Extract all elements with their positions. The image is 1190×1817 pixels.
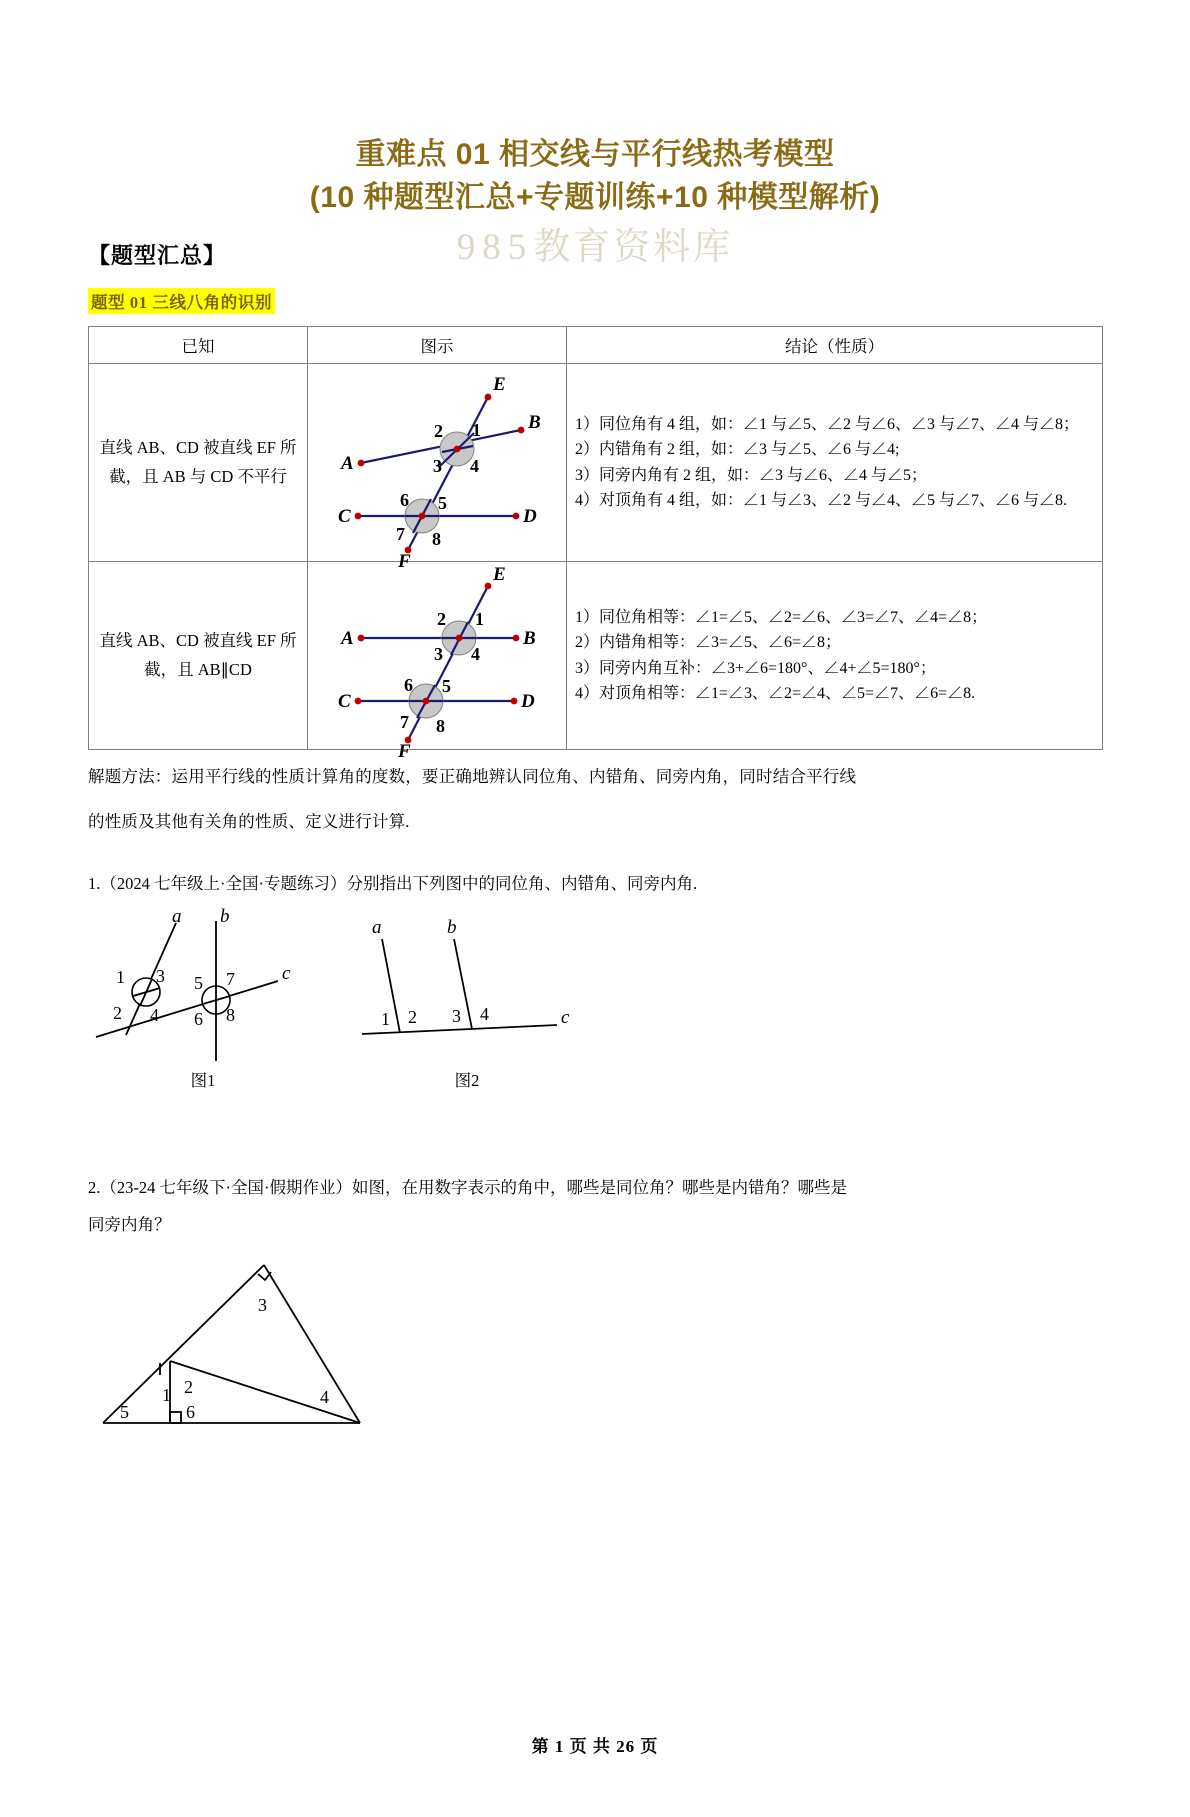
svg-text:1: 1: [116, 966, 125, 987]
conclusion-item: 4）对顶角有 4 组，如：∠1 与∠3、∠2 与∠4、∠5 与∠7、∠6 与∠8.: [575, 492, 1068, 510]
svg-text:c: c: [561, 1006, 570, 1028]
table-row: [89, 562, 1103, 750]
figure-1-caption: 图1: [190, 1070, 216, 1090]
known-cell-1: 直线 AB、CD 被直线 EF 所截，且 AB 与 CD 不平行: [89, 364, 308, 562]
known-cell-2: 直线 AB、CD 被直线 EF 所截，且 AB∥CD: [89, 562, 308, 750]
svg-text:3: 3: [452, 1005, 461, 1026]
svg-text:4: 4: [471, 644, 480, 665]
svg-text:5: 5: [442, 676, 451, 697]
svg-text:5: 5: [438, 493, 447, 514]
watermark-text: 教育资料库: [533, 227, 734, 268]
svg-text:D: D: [521, 691, 535, 713]
svg-text:A: A: [341, 453, 354, 475]
watermark: [0, 216, 1190, 270]
problem-1-figures: [88, 905, 1102, 1091]
problem-1-number: 1.: [88, 874, 101, 894]
document-page: [0, 134, 1190, 1817]
table-row: [89, 364, 1103, 562]
svg-text:2: 2: [434, 421, 443, 442]
page-subtitle: (10 种题型汇总+专题训练+10 种模型解析): [309, 180, 881, 214]
figure-cell-1: [308, 364, 567, 573]
svg-text:F: F: [398, 551, 411, 573]
conclusion-item: 3）同旁内角互补：∠3+∠6=180°、∠4+∠5=180°；: [575, 659, 936, 677]
svg-text:E: E: [493, 564, 506, 586]
svg-text:2: 2: [408, 1006, 417, 1027]
diagram-fig1: [88, 905, 318, 1069]
svg-text:1: 1: [472, 420, 481, 441]
svg-text:6: 6: [400, 490, 409, 511]
svg-text:2: 2: [184, 1376, 193, 1397]
problem-2-source: （23-24 七年级下·全国·假期作业）: [100, 1177, 352, 1197]
problem-2-figure-wrap: [88, 1253, 1102, 1438]
page-title: 重难点 01 相交线与平行线热考模型: [355, 138, 835, 171]
conclusion-item: 1）同位角相等：∠1=∠5、∠2=∠6、∠3=∠7、∠4=∠8；: [575, 608, 988, 626]
table-header-known: 已知: [89, 327, 308, 364]
svg-text:8: 8: [432, 529, 441, 550]
figure-2-caption: 图2: [454, 1070, 480, 1090]
conclusion-item: 2）内错角相等：∠3=∠5、∠6=∠8；: [575, 634, 842, 652]
diagram-transversal-nonparallel: [316, 370, 556, 573]
problem-2-statement: [88, 1169, 1102, 1206]
conclusion-item: 3）同旁内角有 2 组，如：∠3 与∠6、∠4 与∠5；: [575, 466, 928, 484]
svg-text:1: 1: [162, 1384, 171, 1405]
svg-text:4: 4: [470, 456, 479, 477]
conclusion-item: 4）对顶角相等：∠1=∠3、∠2=∠4、∠5=∠7、∠6=∠8.: [575, 685, 976, 703]
problem-2-number: 2.: [88, 1177, 101, 1197]
svg-text:3: 3: [434, 644, 443, 665]
problem-1-statement: [88, 865, 1102, 902]
svg-text:5: 5: [120, 1401, 129, 1422]
svg-text:1: 1: [475, 609, 484, 630]
svg-text:6: 6: [186, 1401, 195, 1422]
conclusion-cell-2: [567, 562, 1103, 750]
table-header-conclusion: 结论（性质）: [567, 327, 1103, 364]
svg-text:7: 7: [400, 712, 409, 733]
svg-text:a: a: [172, 905, 182, 927]
method-line-2: 的性质及其他有关角的性质、定义进行计算.: [88, 811, 410, 831]
svg-text:c: c: [282, 962, 291, 984]
svg-text:b: b: [447, 916, 457, 938]
svg-text:4: 4: [480, 1003, 489, 1024]
svg-text:a: a: [372, 916, 382, 938]
svg-text:7: 7: [226, 968, 235, 989]
svg-text:b: b: [220, 905, 230, 927]
method-line-1: 解题方法：运用平行线的性质计算角的度数，要正确地辨认同位角、内错角、同旁内角，同时结合平行线: [88, 767, 857, 787]
svg-text:4: 4: [320, 1386, 329, 1407]
problem-1-text: 分别指出下列图中的同位角、内错角、同旁内角.: [346, 874, 698, 894]
page-footer: 第 1 页 共 26 页: [531, 1737, 659, 1756]
problem-2-text-line1: 如图，在用数字表示的角中，哪些是同位角？哪些是内错角？哪些是: [351, 1177, 847, 1197]
svg-text:5: 5: [194, 972, 203, 993]
figure-2-wrap: [352, 909, 582, 1091]
svg-text:2: 2: [437, 609, 446, 630]
svg-text:8: 8: [436, 716, 445, 737]
svg-text:B: B: [528, 412, 541, 434]
svg-text:3: 3: [433, 456, 442, 477]
table-header-row: [89, 327, 1103, 364]
svg-text:E: E: [493, 374, 506, 396]
diagram-transversal-parallel: [316, 564, 556, 763]
svg-text:3: 3: [156, 965, 165, 986]
svg-text:A: A: [341, 628, 354, 650]
svg-text:7: 7: [396, 524, 405, 545]
diagram-fig2: [352, 909, 582, 1069]
conclusion-cell-1: [567, 364, 1103, 562]
watermark-number: 985: [456, 227, 534, 268]
svg-text:1: 1: [381, 1008, 390, 1029]
conclusion-item: 1）同位角有 4 组，如：∠1 与∠5、∠2 与∠6、∠3 与∠7、∠4 与∠8；: [575, 415, 1080, 433]
problem-2-text-line2: 同旁内角？: [88, 1214, 171, 1234]
table-header-figure: 图示: [308, 327, 567, 364]
conclusion-item: 2）内错角有 2 组，如：∠3 与∠5、∠6 与∠4;: [575, 441, 900, 459]
problem-1-source: （2024 七年级上·全国·专题练习）: [100, 874, 347, 894]
svg-text:F: F: [398, 741, 411, 763]
topic-label: 题型 01 三线八角的识别: [88, 288, 275, 314]
svg-text:6: 6: [404, 675, 413, 696]
svg-text:3: 3: [258, 1294, 267, 1315]
svg-text:6: 6: [194, 1008, 203, 1029]
svg-text:D: D: [523, 506, 537, 528]
svg-text:4: 4: [150, 1004, 159, 1025]
diagram-triangle: [98, 1253, 398, 1438]
section-heading: 【题型汇总】: [88, 243, 227, 269]
svg-text:B: B: [523, 628, 536, 650]
svg-text:C: C: [338, 691, 351, 713]
svg-text:2: 2: [113, 1002, 122, 1023]
svg-text:8: 8: [226, 1004, 235, 1025]
figure-cell-2: [308, 562, 567, 763]
knowledge-table: [88, 326, 1103, 763]
svg-text:C: C: [338, 506, 351, 528]
figure-1-wrap: [88, 905, 318, 1091]
